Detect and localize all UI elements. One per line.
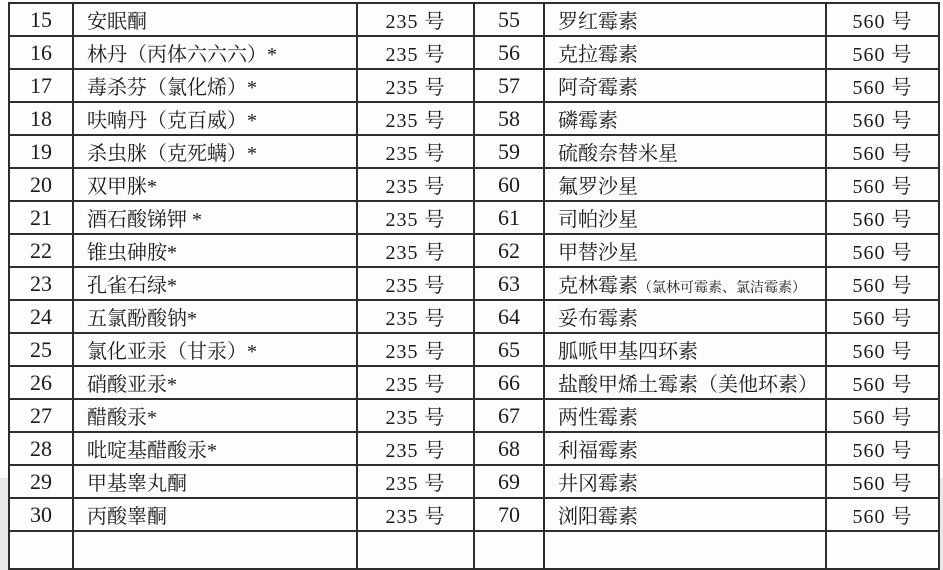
row-number-cell: 58 (474, 102, 544, 135)
table-row (9, 234, 939, 267)
substance-name: 双甲脒* (87, 176, 157, 198)
announcement-number-cell: 560 号 (826, 399, 939, 432)
row-number-cell: 15 (9, 3, 73, 36)
substance-name: 克拉霉素 (558, 44, 638, 66)
substance-name-cell (544, 201, 826, 234)
substance-name-cell (73, 135, 357, 168)
substance-name-cell (73, 432, 357, 465)
announcement-number-cell: 560 号 (826, 135, 939, 168)
substance-name-cell (544, 399, 826, 432)
row-number-cell: 60 (474, 168, 544, 201)
empty-cell (9, 531, 73, 569)
table-row (9, 69, 939, 102)
substance-name: 孔雀石绿* (87, 275, 177, 297)
substance-alias-small: （氯林可霉素、氯洁霉素） (638, 281, 806, 296)
substance-name-cell (73, 300, 357, 333)
row-number-cell: 19 (9, 135, 73, 168)
substance-name-cell (73, 333, 357, 366)
empty-cell (357, 531, 474, 569)
substance-name-cell (73, 498, 357, 531)
row-number-cell: 18 (9, 102, 73, 135)
row-number-cell: 17 (9, 69, 73, 102)
row-number-cell: 21 (9, 201, 73, 234)
substance-name: 磷霉素 (558, 110, 618, 132)
substances-table (8, 2, 940, 570)
table-row (9, 366, 939, 399)
empty-cell (73, 531, 357, 569)
announcement-number-cell: 560 号 (826, 201, 939, 234)
substance-name: 胍哌甲基四环素 (558, 341, 698, 363)
substance-name: 呋喃丹（克百威）* (87, 110, 257, 132)
substance-name-cell (544, 300, 826, 333)
substance-name: 五氯酚酸钠* (87, 308, 197, 330)
substance-name-cell (73, 3, 357, 36)
table-row (9, 465, 939, 498)
table-row (9, 267, 939, 300)
announcement-number-cell: 235 号 (357, 432, 474, 465)
row-number-cell: 65 (474, 333, 544, 366)
announcement-number-cell: 560 号 (826, 300, 939, 333)
announcement-number-cell: 235 号 (357, 366, 474, 399)
substance-name: 氯化亚汞（甘汞）* (87, 341, 257, 363)
substance-name: 妥布霉素 (558, 308, 638, 330)
substance-name-cell (544, 267, 826, 300)
substance-name-cell (544, 3, 826, 36)
substance-name: 甲基睾丸酮 (87, 473, 187, 495)
row-number-cell: 66 (474, 366, 544, 399)
row-number-cell: 59 (474, 135, 544, 168)
table-row-cutoff (9, 531, 939, 569)
substance-name: 酒石酸锑钾 * (87, 209, 202, 231)
substance-name: 醋酸汞* (87, 407, 157, 429)
table-row (9, 102, 939, 135)
row-number-cell: 20 (9, 168, 73, 201)
substance-name: 浏阳霉素 (558, 506, 638, 528)
table-row (9, 300, 939, 333)
row-number-cell: 16 (9, 36, 73, 69)
row-number-cell: 55 (474, 3, 544, 36)
row-number-cell: 29 (9, 465, 73, 498)
substance-name-cell (544, 168, 826, 201)
announcement-number-cell: 560 号 (826, 102, 939, 135)
substance-name-cell (544, 333, 826, 366)
announcement-number-cell: 235 号 (357, 3, 474, 36)
substance-name-cell (544, 135, 826, 168)
substance-name-cell (544, 498, 826, 531)
row-number-cell: 56 (474, 36, 544, 69)
announcement-number-cell: 560 号 (826, 432, 939, 465)
announcement-number-cell: 560 号 (826, 333, 939, 366)
announcement-number-cell: 235 号 (357, 498, 474, 531)
announcement-number-cell: 560 号 (826, 465, 939, 498)
substance-name: 林丹（丙体六六六）* (87, 44, 277, 66)
row-number-cell: 57 (474, 69, 544, 102)
substance-name: 杀虫脒（克死螨）* (87, 143, 257, 165)
substance-name: 两性霉素 (558, 407, 638, 429)
row-number-cell: 23 (9, 267, 73, 300)
announcement-number-cell: 560 号 (826, 267, 939, 300)
row-number-cell: 28 (9, 432, 73, 465)
table-partial-body (9, 531, 939, 569)
announcement-number-cell: 235 号 (357, 333, 474, 366)
announcement-number-cell: 235 号 (357, 168, 474, 201)
substance-name: 氟罗沙星 (558, 176, 638, 198)
substance-name: 安眠酮 (87, 11, 147, 33)
substance-name-cell (73, 201, 357, 234)
substance-name: 毒杀芬（氯化烯）* (87, 77, 257, 99)
table-row (9, 498, 939, 531)
substance-name-cell (544, 366, 826, 399)
substance-name: 罗红霉素 (558, 11, 638, 33)
substance-name-cell (73, 366, 357, 399)
substance-name: 克林霉素 (558, 275, 638, 297)
table-row (9, 201, 939, 234)
empty-cell (474, 531, 544, 569)
announcement-number-cell: 235 号 (357, 201, 474, 234)
announcement-number-cell: 560 号 (826, 36, 939, 69)
row-number-cell: 64 (474, 300, 544, 333)
row-number-cell: 25 (9, 333, 73, 366)
substance-name-cell (73, 267, 357, 300)
substance-name-cell (544, 234, 826, 267)
row-number-cell: 61 (474, 201, 544, 234)
table-row (9, 432, 939, 465)
empty-cell (544, 531, 826, 569)
substance-name-cell (73, 234, 357, 267)
substance-name: 丙酸睾酮 (87, 506, 167, 528)
row-number-cell: 68 (474, 432, 544, 465)
row-number-cell: 63 (474, 267, 544, 300)
substance-name-cell (73, 69, 357, 102)
announcement-number-cell: 235 号 (357, 102, 474, 135)
announcement-number-cell: 235 号 (357, 465, 474, 498)
table-row (9, 333, 939, 366)
announcement-number-cell: 560 号 (826, 498, 939, 531)
announcement-number-cell: 235 号 (357, 399, 474, 432)
substance-name-cell (544, 102, 826, 135)
row-number-cell: 69 (474, 465, 544, 498)
empty-cell (826, 531, 939, 569)
announcement-number-cell: 560 号 (826, 234, 939, 267)
announcement-number-cell: 235 号 (357, 234, 474, 267)
table-row (9, 135, 939, 168)
row-number-cell: 27 (9, 399, 73, 432)
announcement-number-cell: 235 号 (357, 267, 474, 300)
substance-name: 吡啶基醋酸汞* (87, 440, 217, 462)
substance-name: 锥虫砷胺* (87, 242, 177, 264)
table-row (9, 399, 939, 432)
table-body (9, 3, 939, 531)
announcement-number-cell: 235 号 (357, 36, 474, 69)
row-number-cell: 22 (9, 234, 73, 267)
substance-name: 利福霉素 (558, 440, 638, 462)
row-number-cell: 30 (9, 498, 73, 531)
substance-name-cell (544, 465, 826, 498)
substance-name-cell (544, 432, 826, 465)
row-number-cell: 62 (474, 234, 544, 267)
substance-name-cell (73, 465, 357, 498)
announcement-number-cell: 560 号 (826, 366, 939, 399)
row-number-cell: 67 (474, 399, 544, 432)
substance-name-cell (544, 36, 826, 69)
substance-name: 井冈霉素 (558, 473, 638, 495)
announcement-number-cell: 560 号 (826, 3, 939, 36)
substance-name: 司帕沙星 (558, 209, 638, 231)
substance-name: 阿奇霉素 (558, 77, 638, 99)
substance-name-cell (73, 102, 357, 135)
table-row (9, 168, 939, 201)
substance-name-cell (544, 69, 826, 102)
announcement-number-cell: 560 号 (826, 69, 939, 102)
announcement-number-cell: 235 号 (357, 300, 474, 333)
substance-name-cell (73, 36, 357, 69)
table-row (9, 3, 939, 36)
substance-name: 盐酸甲烯土霉素（美他环素） (558, 374, 818, 396)
substance-name: 硫酸奈替米星 (558, 143, 678, 165)
announcement-number-cell: 235 号 (357, 69, 474, 102)
announcement-number-cell: 560 号 (826, 168, 939, 201)
row-number-cell: 24 (9, 300, 73, 333)
row-number-cell: 26 (9, 366, 73, 399)
substance-name: 硝酸亚汞* (87, 374, 177, 396)
row-number-cell: 70 (474, 498, 544, 531)
table-row (9, 36, 939, 69)
substance-name-cell (73, 168, 357, 201)
substance-name-cell (73, 399, 357, 432)
announcement-number-cell: 235 号 (357, 135, 474, 168)
substance-name: 甲替沙星 (558, 242, 638, 264)
